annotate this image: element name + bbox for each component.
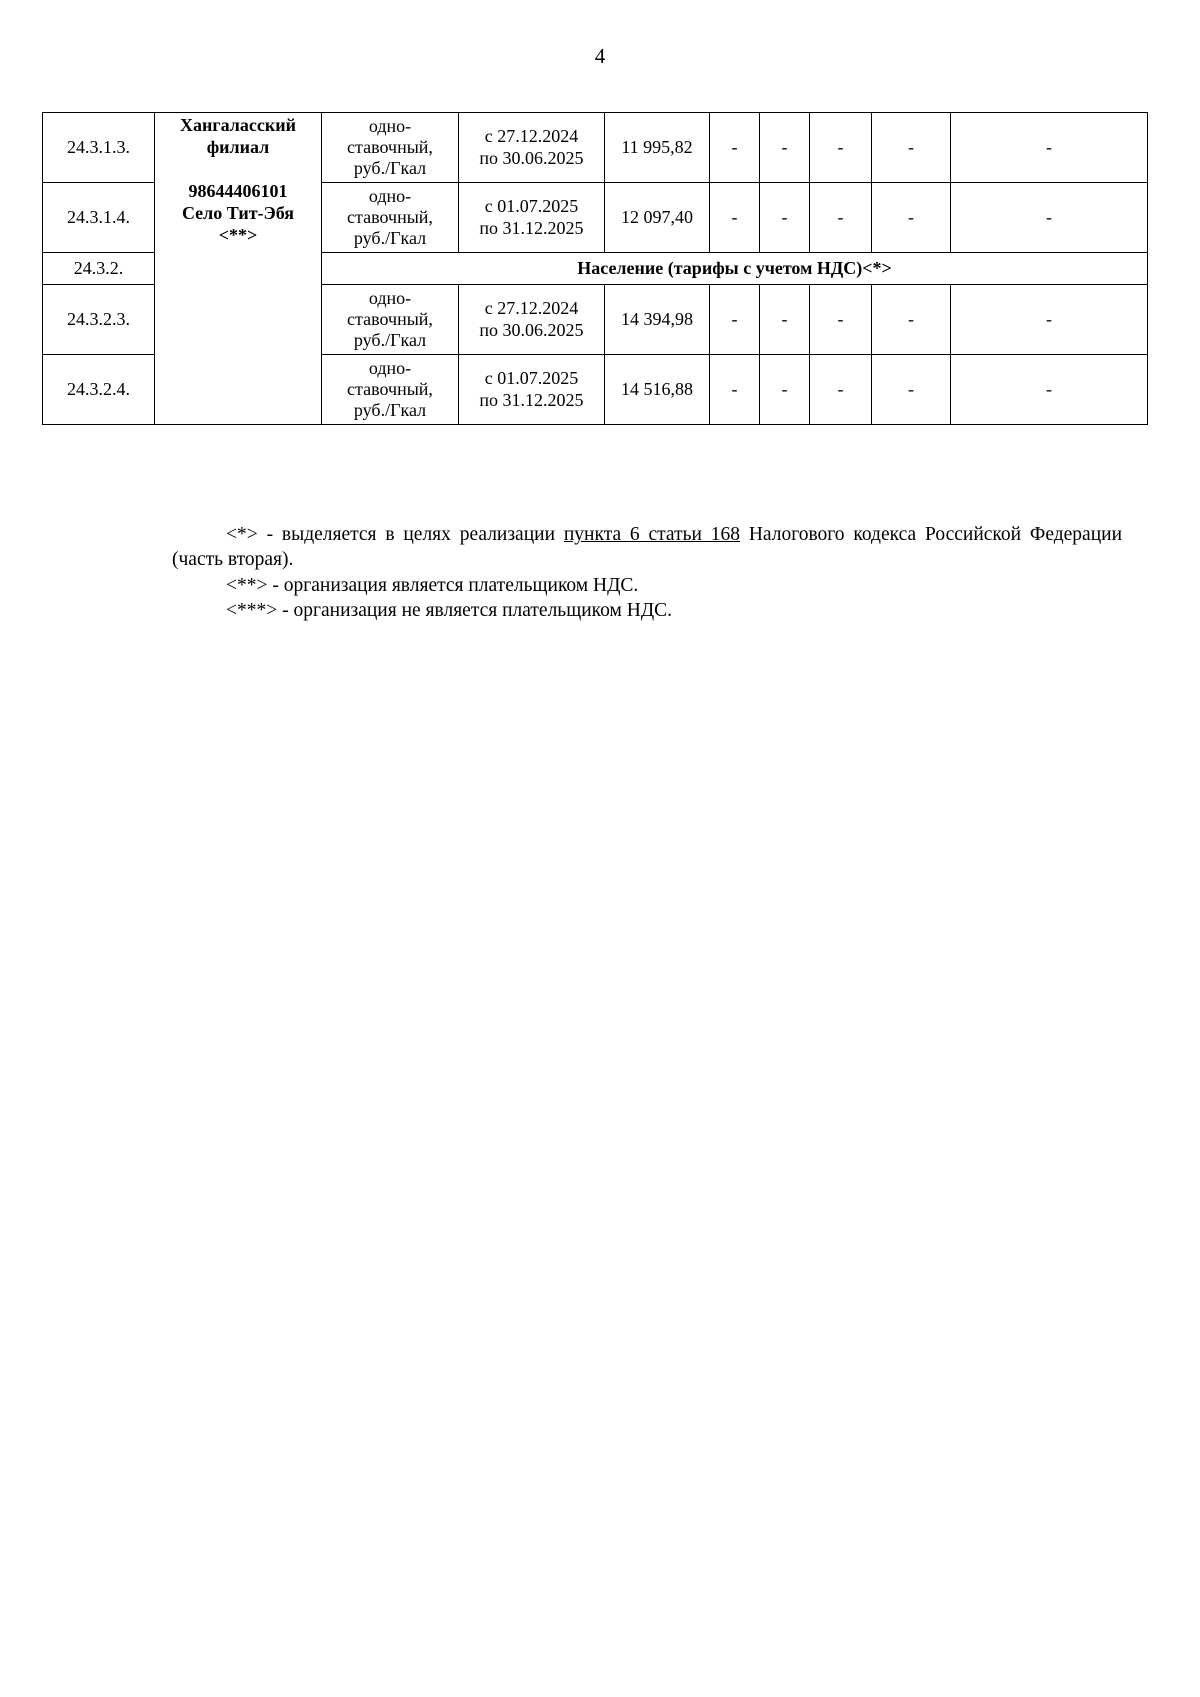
rate-type-line2: ставочный, bbox=[347, 136, 433, 157]
empty-value-cell: - bbox=[951, 285, 1148, 355]
row-code: 24.3.2.4. bbox=[43, 355, 155, 425]
empty-value-cell: - bbox=[710, 355, 760, 425]
branch-name-line1: Хангаласский bbox=[180, 115, 296, 135]
rate-type-cell bbox=[322, 285, 459, 355]
empty-value-cell: - bbox=[872, 113, 951, 183]
empty-value-cell: - bbox=[760, 285, 810, 355]
rate-type-line3: руб./Гкал bbox=[353, 330, 427, 351]
empty-value-cell: - bbox=[710, 183, 760, 253]
row-code: 24.3.1.3. bbox=[43, 113, 155, 183]
tariff-value: 14 394,98 bbox=[605, 285, 710, 355]
tax-code-link[interactable]: пункта 6 статьи 168 bbox=[563, 524, 740, 545]
rate-type-line3: руб./Гкал bbox=[353, 400, 427, 421]
rate-type-cell bbox=[322, 183, 459, 253]
empty-value-cell: - bbox=[760, 183, 810, 253]
empty-value-cell: - bbox=[872, 285, 951, 355]
empty-value-cell: - bbox=[951, 355, 1148, 425]
rate-type-line1: одно- bbox=[368, 357, 412, 378]
period-from: с 27.12.2024 bbox=[484, 125, 579, 146]
group-code: 24.3.2. bbox=[43, 253, 155, 285]
period-from: с 27.12.2024 bbox=[484, 297, 579, 318]
rate-type-line3: руб./Гкал bbox=[353, 158, 427, 179]
footnote-1-suffix: Налогового кодекса Российской Федерации (часть вторая). bbox=[172, 524, 1123, 571]
branch-code: 98644406101 bbox=[188, 180, 288, 201]
group-title: Население (тарифы с учетом НДС)<*> bbox=[322, 253, 1148, 285]
rate-type-cell bbox=[322, 355, 459, 425]
row-code: 24.3.1.4. bbox=[43, 183, 155, 253]
period-cell bbox=[459, 113, 605, 183]
row-code: 24.3.2.3. bbox=[43, 285, 155, 355]
period-from: с 01.07.2025 bbox=[484, 195, 579, 216]
tariff-table bbox=[42, 112, 1148, 425]
footnote-1 bbox=[172, 522, 1122, 573]
empty-value-cell: - bbox=[810, 113, 872, 183]
rate-type-line3: руб./Гкал bbox=[353, 228, 427, 249]
rate-type-line2: ставочный, bbox=[347, 378, 433, 399]
footnotes bbox=[172, 522, 1122, 623]
empty-value-cell: - bbox=[951, 183, 1148, 253]
period-to: по 31.12.2025 bbox=[479, 217, 584, 238]
rate-type-line2: ставочный, bbox=[347, 308, 433, 329]
branch-name-line2: филиал bbox=[206, 136, 270, 157]
empty-value-cell: - bbox=[810, 183, 872, 253]
branch-cell bbox=[155, 113, 322, 425]
branch-place: Село Тит-Эбя bbox=[181, 202, 295, 223]
tariff-value: 12 097,40 bbox=[605, 183, 710, 253]
period-to: по 31.12.2025 bbox=[479, 389, 584, 410]
empty-value-cell: - bbox=[810, 285, 872, 355]
rate-type-line1: одно- bbox=[368, 185, 412, 206]
footnote-2: <**> - организация является плательщиком НДС. bbox=[226, 574, 639, 596]
table-row bbox=[43, 113, 1148, 183]
rate-type-line1: одно- bbox=[368, 287, 412, 308]
footnote-1-prefix: <*> - выделяется в целях реализации bbox=[226, 524, 564, 545]
empty-value-cell: - bbox=[710, 113, 760, 183]
period-to: по 30.06.2025 bbox=[479, 147, 584, 168]
empty-value-cell: - bbox=[710, 285, 760, 355]
empty-value-cell: - bbox=[872, 355, 951, 425]
rate-type-line2: ставочный, bbox=[347, 206, 433, 227]
period-to: по 30.06.2025 bbox=[479, 319, 584, 340]
rate-type-line1: одно- bbox=[368, 115, 412, 136]
tariff-value: 11 995,82 bbox=[605, 113, 710, 183]
period-cell bbox=[459, 285, 605, 355]
branch-mark: <**> bbox=[218, 224, 258, 245]
period-cell bbox=[459, 183, 605, 253]
empty-value-cell: - bbox=[872, 183, 951, 253]
tariff-value: 14 516,88 bbox=[605, 355, 710, 425]
period-from: с 01.07.2025 bbox=[484, 367, 579, 388]
empty-value-cell: - bbox=[951, 113, 1148, 183]
footnote-3: <***> - организация не является плательщиком НДС. bbox=[226, 600, 672, 622]
page-number: 4 bbox=[594, 44, 606, 68]
empty-value-cell: - bbox=[760, 355, 810, 425]
rate-type-cell bbox=[322, 113, 459, 183]
period-cell bbox=[459, 355, 605, 425]
empty-value-cell: - bbox=[760, 113, 810, 183]
empty-value-cell: - bbox=[810, 355, 872, 425]
